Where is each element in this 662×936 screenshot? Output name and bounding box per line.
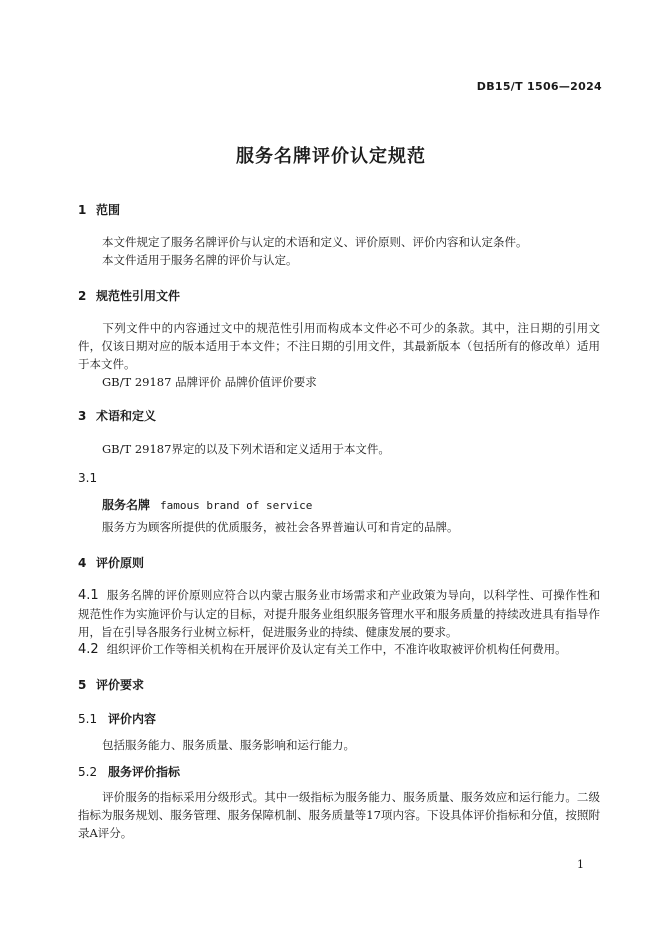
text: 本文件适用于服务名牌的评价与认定。 bbox=[102, 253, 298, 267]
text: GB/T 29187 品牌评价 品牌价值评价要求 bbox=[102, 375, 317, 389]
term-entry bbox=[102, 494, 312, 513]
text: 服务方为顾客所提供的优质服务，被社会各界普遍认可和肯定的品牌。 bbox=[102, 520, 459, 534]
section-number: 5.2 bbox=[78, 765, 98, 779]
text: 服务名牌的评价原则应符合以内蒙古服务业市场需求和产业政策为导向，以科学性、可操作性和规范性作为实施评价与认定的目标，对提升服务业组织服务管理水平和服务质量的持续改进具有指导作用，旨在引导各服务行业树立标杆，促进服务业的持续、健康发展的要求。 bbox=[78, 588, 600, 639]
section-number: 1 bbox=[78, 203, 87, 217]
clause-number: 4.1 bbox=[78, 588, 99, 603]
term-definition bbox=[78, 518, 600, 536]
section-5-1-heading bbox=[78, 710, 156, 727]
section-title: 规范性引用文件 bbox=[96, 289, 181, 303]
section-3-heading bbox=[78, 407, 156, 424]
text: GB/T 29187界定的以及下列术语和定义适用于本文件。 bbox=[102, 442, 390, 456]
text: 包括服务能力、服务质量、服务影响和运行能力。 bbox=[102, 738, 355, 752]
s2-paragraph-1 bbox=[78, 319, 600, 373]
term-chinese: 服务名牌 bbox=[102, 498, 151, 512]
s1-paragraph-2 bbox=[78, 251, 600, 269]
section-5-heading bbox=[78, 676, 144, 693]
s5-2-paragraph bbox=[78, 788, 600, 842]
section-title: 范围 bbox=[96, 203, 121, 217]
section-4-heading bbox=[78, 554, 144, 571]
text: 评价服务的指标采用分级形式。其中一级指标为服务能力、服务质量、服务效应和运行能力。二级指标为服务规划、服务管理、服务保障机制、服务质量等17项内容。下设具体评价指标和分值，按照附录A评分。 bbox=[78, 790, 600, 840]
section-number: 3 bbox=[78, 409, 87, 423]
section-title: 评价内容 bbox=[108, 712, 157, 726]
text: 本文件规定了服务名牌评价与认定的术语和定义、评价原则、评价内容和认定条件。 bbox=[102, 235, 528, 249]
section-title: 服务评价指标 bbox=[108, 765, 181, 779]
term-english: famous brand of service bbox=[160, 499, 313, 512]
section-1-heading bbox=[78, 201, 120, 218]
s2-reference bbox=[78, 373, 600, 391]
term-number: 3.1 bbox=[78, 471, 98, 485]
section-number: 2 bbox=[78, 289, 87, 303]
section-5-2-heading bbox=[78, 763, 180, 780]
clause-number: 4.2 bbox=[78, 642, 99, 657]
page-number: 1 bbox=[577, 858, 584, 871]
section-number: 4 bbox=[78, 556, 87, 570]
section-title: 评价原则 bbox=[96, 556, 145, 570]
section-title: 术语和定义 bbox=[96, 409, 157, 423]
document-title: 服务名牌评价认定规范 bbox=[236, 146, 426, 167]
clause-4-2 bbox=[78, 640, 600, 659]
section-number: 5 bbox=[78, 678, 87, 692]
clause-4-1 bbox=[78, 586, 600, 641]
s1-paragraph-1 bbox=[78, 233, 600, 251]
standard-code: DB15/T 1506—2024 bbox=[476, 80, 602, 93]
s3-paragraph-1 bbox=[78, 440, 600, 458]
s5-1-paragraph bbox=[78, 736, 600, 754]
section-title: 评价要求 bbox=[96, 678, 145, 692]
text: 组织评价工作等相关机构在开展评价及认定有关工作中，不准许收取被评价机构任何费用。 bbox=[106, 642, 567, 656]
section-2-heading bbox=[78, 287, 180, 304]
section-number: 5.1 bbox=[78, 712, 98, 726]
text: 下列文件中的内容通过文中的规范性引用而构成本文件必不可少的条款。其中，注日期的引用文件，仅该日期对应的版本适用于本文件；不注日期的引用文件，其最新版本（包括所有的修改单）适用于本文件。 bbox=[78, 321, 600, 371]
